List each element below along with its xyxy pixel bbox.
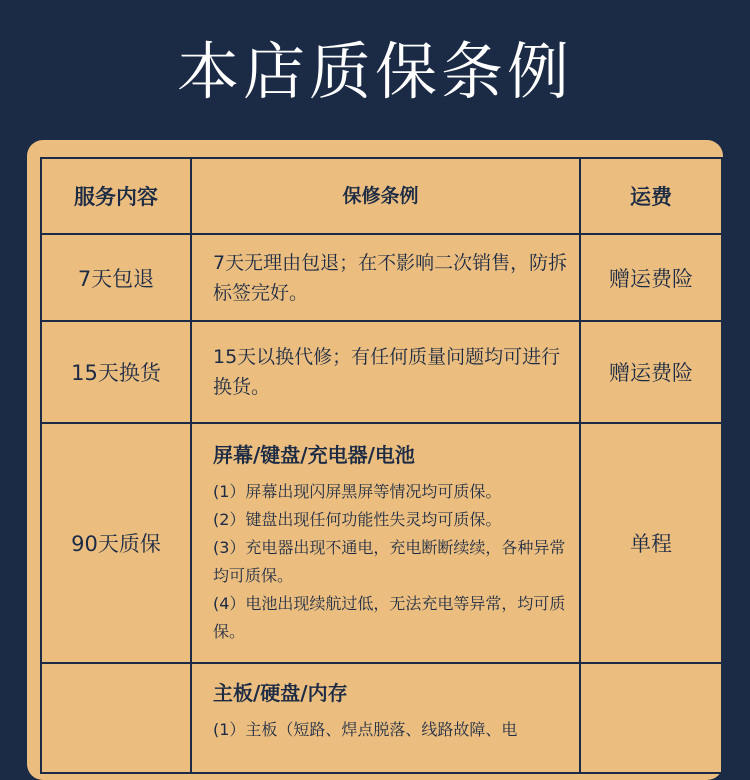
service-cell: 15天换货 <box>41 321 191 423</box>
terms-item: (1）屏幕出现闪屏黑屏等情况均可质保。 <box>213 482 502 501</box>
warranty-table <box>40 157 723 774</box>
terms-cell: 7天无理由包退；在不影响二次销售，防拆标签完好。 <box>191 234 580 321</box>
header-service: 服务内容 <box>41 158 191 234</box>
header-shipping: 运费 <box>580 158 722 234</box>
shipping-cell: 赠运费险 <box>580 321 722 423</box>
terms-cell <box>191 663 580 773</box>
terms-item: (2）键盘出现任何功能性失灵均可质保。 <box>213 510 502 529</box>
shipping-cell: 单程 <box>580 423 722 663</box>
terms-subtitle: 主板/硬盘/内存 <box>213 681 348 705</box>
service-cell: 7天包退 <box>41 234 191 321</box>
terms-cell <box>191 423 580 663</box>
table-row <box>41 423 722 663</box>
shipping-cell <box>580 663 722 773</box>
table-header-row <box>41 158 722 234</box>
service-cell <box>41 663 191 773</box>
service-cell: 90天质保 <box>41 423 191 663</box>
terms-item: (3）充电器出现不通电，充电断断续续，各种异常均可质保。 <box>213 538 566 585</box>
terms-cell: 15天以换代修；有任何质量问题均可进行换货。 <box>191 321 580 423</box>
terms-item: (1）主板（短路、焊点脱落、线路故障、电 <box>213 720 518 739</box>
terms-item: (4）电池出现续航过低，无法充电等异常，均可质保。 <box>213 594 566 641</box>
terms-subtitle: 屏幕/键盘/充电器/电池 <box>213 443 415 467</box>
header-terms: 保修条例 <box>191 158 580 234</box>
table-row <box>41 321 722 423</box>
table-row <box>41 663 722 773</box>
table-row <box>41 234 722 321</box>
shipping-cell: 赠运费险 <box>580 234 722 321</box>
page-title: 本店质保条例 <box>176 35 573 108</box>
